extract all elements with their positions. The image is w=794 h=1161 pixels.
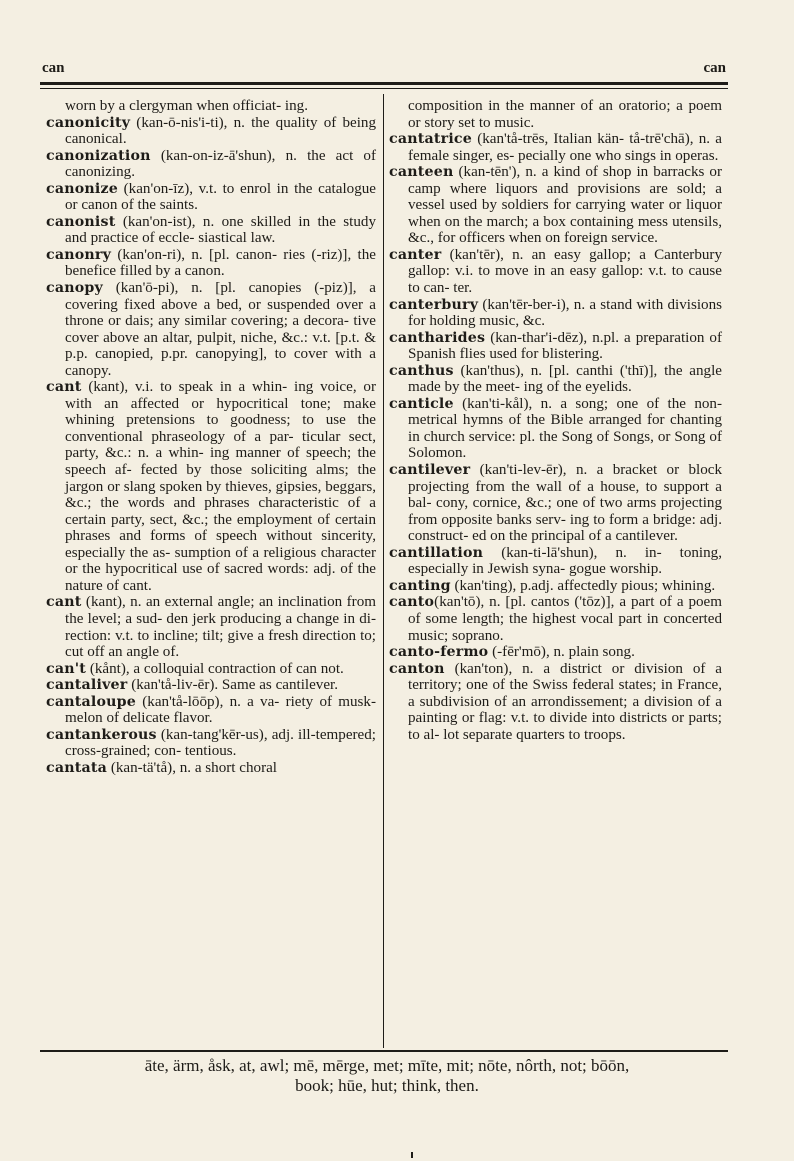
dictionary-entry bbox=[389, 330, 722, 363]
header-rule bbox=[40, 82, 728, 85]
dictionary-entry bbox=[389, 297, 722, 330]
entry-definition: (kan'ton), n. a district or division of a territory; one of the Swiss federal states; in France, a subdivision of an arrondissement; a division of a painting or flag: v.t. to divide into districts or parts; to al- lot separate quarters to troops. bbox=[408, 660, 722, 743]
dictionary-entry bbox=[389, 396, 722, 462]
entry-headword: canto bbox=[389, 594, 435, 611]
entry-headword: canonize bbox=[46, 180, 118, 197]
entry-headword: canonist bbox=[46, 213, 116, 230]
pronunciation-key-line-1: āte, ärm, åsk, at, awl; mē, mērge, met; mīte, mit; nōte, nôrth, not; bōōn, bbox=[144, 1056, 630, 1075]
entry-headword: cantharides bbox=[389, 329, 486, 346]
entry-definition: (kan'on-ri), n. [pl. canon- ries (-riz)], the benefice filled by a canon. bbox=[65, 246, 376, 280]
entry-definition: (kant), n. an external angle; an inclination from the level; a sud- den jerk producing a change in di- rection: v.t. to incline; tilt; give a fresh direction to; cut off an angle of. bbox=[65, 594, 376, 661]
dictionary-entry bbox=[389, 164, 722, 247]
entry-headword: cantatrice bbox=[389, 131, 472, 148]
entry-definition: (kånt), a colloquial contraction of can not. bbox=[86, 660, 344, 677]
dictionary-entry bbox=[46, 677, 376, 694]
column-divider bbox=[383, 94, 384, 1048]
dictionary-entry bbox=[389, 131, 722, 164]
entry-headword: cantaloupe bbox=[46, 693, 137, 710]
guide-word-left: can bbox=[42, 60, 65, 76]
entry-headword: canterbury bbox=[389, 296, 479, 313]
entry-headword: canto-fermo bbox=[389, 644, 489, 661]
dictionary-entry bbox=[46, 214, 376, 247]
dictionary-entry bbox=[46, 247, 376, 280]
entry-headword: cantillation bbox=[389, 544, 484, 561]
dictionary-entry bbox=[46, 98, 376, 115]
dictionary-entry bbox=[389, 247, 722, 297]
entry-headword: canter bbox=[389, 246, 442, 263]
entry-definition: (kan'ō-pi), n. [pl. canopies (-piz)], a covering fixed above a bed, or suspended over a throne or dais; any similar covering; a decora- tive cover above an altar, pulpit, niche, &c.: v.t. [p.t. & p.p. canopied, p.pr. canopying], to cover with a canopy. bbox=[65, 280, 376, 379]
dictionary-entry bbox=[46, 594, 376, 660]
entry-definition: (kan'ti-lev-ēr), n. a bracket or block projecting from the wall of a house, to support a bal- cony, cornice, &c.; one of two arms projecting from opposite banks serv- ing to form a bridge: adj. construct- ed on the principal of a cantilever. bbox=[408, 462, 722, 545]
entry-definition: (kan'on-ist), n. one skilled in the study and practice of eccle- siastical law. bbox=[65, 213, 376, 247]
entry-definition: (kant), v.i. to speak in a whin- ing voice, or with an affected or hypocritical tone; make whining pretensions to goodness; to use the conventional phraseology of a par- ticular sect, party, &c.: n. a whin- ing manner of speech; the speech af- fected by those soliciting alms; the jargon or slang spoken by thieves, gipsies, beggars, &c.; the words and phrases characteristic of a certain party, sect, &c.; the employment of certain phrases and forms of speech without sincerity, especially the as- sumption of a religious character or the hypocritical use of sacred words: adj. of the nature of cant. bbox=[65, 379, 376, 594]
entry-headword: cantilever bbox=[389, 462, 471, 479]
guide-word-right: can bbox=[703, 60, 726, 76]
entry-headword: canonicity bbox=[46, 114, 131, 131]
entry-definition: (kan'ti-kål), n. a song; one of the non-metrical hymns of the Bible arranged for chanting in church service: pl. the Song of Songs, or Song of Solomon. bbox=[408, 395, 722, 462]
entry-headword: canteen bbox=[389, 164, 454, 181]
dictionary-entry bbox=[46, 727, 376, 760]
entry-definition: (kan'tå-lōōp), n. a va- riety of musk-melon of delicate flavor. bbox=[65, 693, 376, 727]
pronunciation-key bbox=[42, 1056, 732, 1096]
dictionary-entry bbox=[46, 760, 376, 777]
dictionary-entry bbox=[46, 661, 376, 678]
entry-definition: (kan-tang'kēr-us), adj. ill-tempered; cross-grained; con- tentious. bbox=[65, 726, 376, 760]
entry-definition: composition in the manner of an oratorio; a poem or story set to music. bbox=[408, 98, 722, 131]
dictionary-entry bbox=[46, 280, 376, 379]
entry-definition: (kan'tå-liv-ēr). Same as cantilever. bbox=[127, 677, 339, 694]
dictionary-entry bbox=[389, 545, 722, 578]
left-column bbox=[46, 98, 376, 776]
dictionary-entry bbox=[46, 115, 376, 148]
footer-rule bbox=[40, 1050, 728, 1052]
entry-definition: (kan-thar'i-dēz), n.pl. a preparation of Spanish flies used for blistering. bbox=[408, 329, 722, 363]
entry-definition: (kan-ti-lā'shun), n. in- toning, especially in Jewish syna- gogue worship. bbox=[408, 544, 722, 578]
entry-definition: (kan-tēn'), n. a kind of shop in barracks or camp where liquors and provisions are sold; a vessel used by soldiers for carrying water or liquor when on the march; a box containing mess utensils, &c., for officers when on foreign service. bbox=[408, 164, 722, 247]
dictionary-entry bbox=[389, 363, 722, 396]
entry-definition: (kan-ō-nis'i-ti), n. the quality of being canonical. bbox=[65, 114, 376, 148]
entry-definition: worn by a clergyman when officiat- ing. bbox=[65, 98, 308, 114]
entry-headword: cant bbox=[46, 594, 82, 611]
entry-definition: (kan'ting), p.adj. affectedly pious; whining. bbox=[450, 577, 716, 594]
entry-definition: (kan'tō), n. [pl. cantos ('tōz)], a part of a poem of some length; the highest vocal part in concerted music; soprano. bbox=[408, 594, 722, 644]
entry-headword: canopy bbox=[46, 280, 103, 297]
dictionary-entry bbox=[389, 644, 722, 661]
dictionary-entry bbox=[389, 462, 722, 545]
dictionary-entry bbox=[389, 661, 722, 744]
dictionary-entry bbox=[46, 379, 376, 594]
entry-definition: (kan'on-īz), v.t. to enrol in the catalogue or canon of the saints. bbox=[65, 180, 376, 214]
entry-headword: canonry bbox=[46, 246, 112, 263]
entry-headword: canthus bbox=[389, 362, 454, 379]
entry-headword: can't bbox=[46, 660, 87, 677]
entry-definition: (-fēr'mō), n. plain song. bbox=[488, 644, 635, 661]
entry-headword: cant bbox=[46, 379, 82, 396]
entry-definition: (kan'tå-trēs, Italian kän- tå-trē'chā), n. a female singer, es- pecially one who sings in operas. bbox=[408, 131, 722, 164]
entry-definition: (kan'tēr), n. an easy gallop; a Canterbury gallop: v.i. to move in an easy gallop: v.t. to cause to can- ter. bbox=[408, 246, 722, 297]
dictionary-entry bbox=[46, 148, 376, 181]
entry-headword: canticle bbox=[389, 395, 454, 412]
dictionary-entry bbox=[46, 694, 376, 727]
entry-headword: cantankerous bbox=[46, 726, 157, 743]
pronunciation-key-line-2: book; hūe, hut; think, then. bbox=[295, 1076, 479, 1095]
entry-headword: canting bbox=[389, 577, 451, 594]
entry-definition: (kan-tä'tå), n. a short choral bbox=[107, 759, 277, 776]
entry-headword: cantata bbox=[46, 759, 108, 776]
dictionary-entry bbox=[389, 98, 722, 131]
entry-headword: canonization bbox=[46, 147, 151, 164]
dictionary-entry bbox=[389, 578, 722, 595]
entry-headword: canton bbox=[389, 660, 445, 677]
entry-definition: (kan-on-iz-ā'shun), n. the act of canonizing. bbox=[65, 147, 376, 181]
entry-definition: (kan'thus), n. [pl. canthi ('thī)], the angle made by the meet- ing of the eyelids. bbox=[408, 362, 722, 396]
entry-headword: cantaliver bbox=[46, 677, 128, 694]
dictionary-entry bbox=[389, 594, 722, 644]
header-rule-thin bbox=[40, 88, 728, 89]
dictionary-entry bbox=[46, 181, 376, 214]
print-mark bbox=[411, 1152, 413, 1158]
entry-definition: (kan'tēr-ber-i), n. a stand with divisions for holding music, &c. bbox=[408, 296, 722, 330]
right-column bbox=[389, 98, 722, 743]
